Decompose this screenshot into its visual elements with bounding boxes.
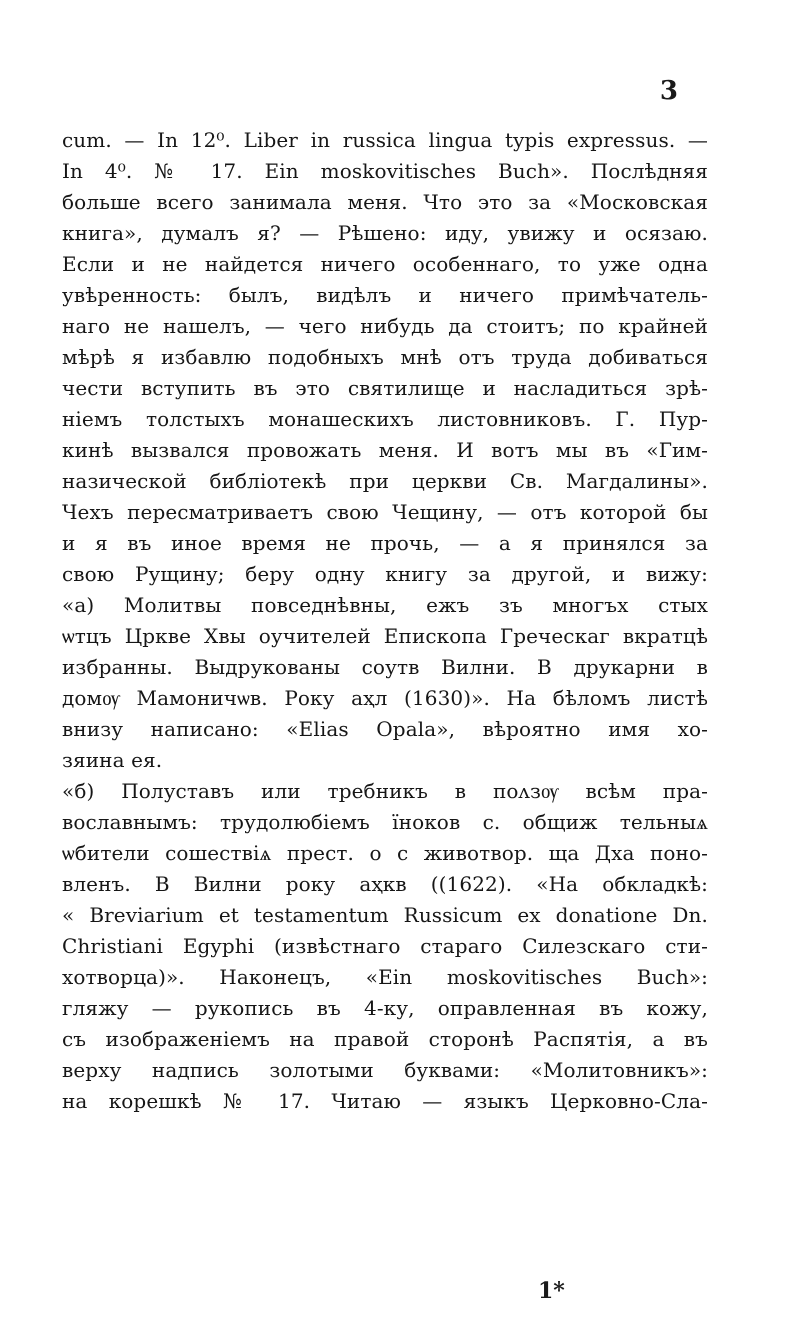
text-line: хотворца)». Наконецъ, «Ein moskovitisches Buch»: [62,965,708,989]
text-line: внизу написано: «Elias Opala», вѣроятно имя хо- [62,717,708,741]
text-line: и я въ иное время не прочь, — а я принялся за [62,531,708,555]
text-line: зяина ея. [62,748,163,772]
text-line: свою Рущину; беру одну книгу за другой, и вижу: [62,562,708,586]
body-text [62,125,708,1117]
text-line: верху надпись золотыми буквами: «Молитовникъ»: [62,1058,708,1082]
text-line: «б) Полуставъ или требникъ в поʌзѹ всѣм пра- [62,779,708,803]
text-line: вославнымъ: трудолюбіемъ їноков с. общиж тельныѧ [62,810,708,834]
text-line: «а) Молитвы повседнѣвны, ежъ зъ многъх стых [62,593,708,617]
text-line: домѹ Мамоничѡв. Року аҳл (1630)». На бѣломъ листѣ [62,686,708,710]
text-line: ѡбители сошествіѧ прест. о с животвор. ща Дха поно- [62,841,708,865]
text-line: Christiani Egyphi (извѣстнаго стараго Силезскаго сти- [62,934,708,958]
text-line: больше всего занимала меня. Что это за «Московская [62,190,708,214]
text-line: мѣрѣ я избавлю подобныхъ мнѣ отъ труда добиваться [62,345,708,369]
text-line: In 4⁰. № 17. Ein moskovitisches Buch». Послѣдняя [62,159,708,183]
text-line: наго не нашелъ, — чего нибудь да стоитъ; по крайней [62,314,708,338]
page-number: 3 [659,76,678,106]
text-line: вленъ. В Вилни року аҳкв ((1622). «На обкладкѣ: [62,872,708,896]
text-line: съ изображеніемъ на правой сторонѣ Распятія, а въ [62,1027,708,1051]
text-line: cum. — In 12⁰. Liber in russica lingua typis expressus. — [62,128,708,152]
text-line: Чехъ пересматриваетъ свою Чещину, — отъ которой бы [62,500,708,524]
text-line: назической библіотекѣ при церкви Св. Магдалины». [62,469,708,493]
text-line: на корешкѣ № 17. Читаю — языкъ Церковно-Сла- [62,1089,708,1113]
text-line: ѡтцъ Цркве Хвы оучителей Епископа Греческаг вкратцѣ [62,624,708,648]
signature-mark: 1* [538,1278,565,1304]
text-line: чести вступить въ это святилище и насладиться зрѣ- [62,376,708,400]
text-line: увѣренность: былъ, видѣлъ и ничего примѣчатель- [62,283,708,307]
text-line: ніемъ толстыхъ монашескихъ листовниковъ. Г. Пур- [62,407,708,431]
text-line: книга», думалъ я? — Рѣшено: иду, увижу и осязаю. [62,221,708,245]
text-line: кинѣ вызвался провожать меня. И вотъ мы въ «Гим- [62,438,708,462]
text-line: Если и не найдется ничего особеннаго, то уже одна [62,252,708,276]
text-line: « Breviarium et testamentum Russicum ex donatione Dn. [62,903,708,927]
text-line: избранны. Выдрукованы соутв Вилни. В друкарни в [62,655,708,679]
text-line: гляжу — рукопись въ 4-ку, оправленная въ кожу, [62,996,708,1020]
